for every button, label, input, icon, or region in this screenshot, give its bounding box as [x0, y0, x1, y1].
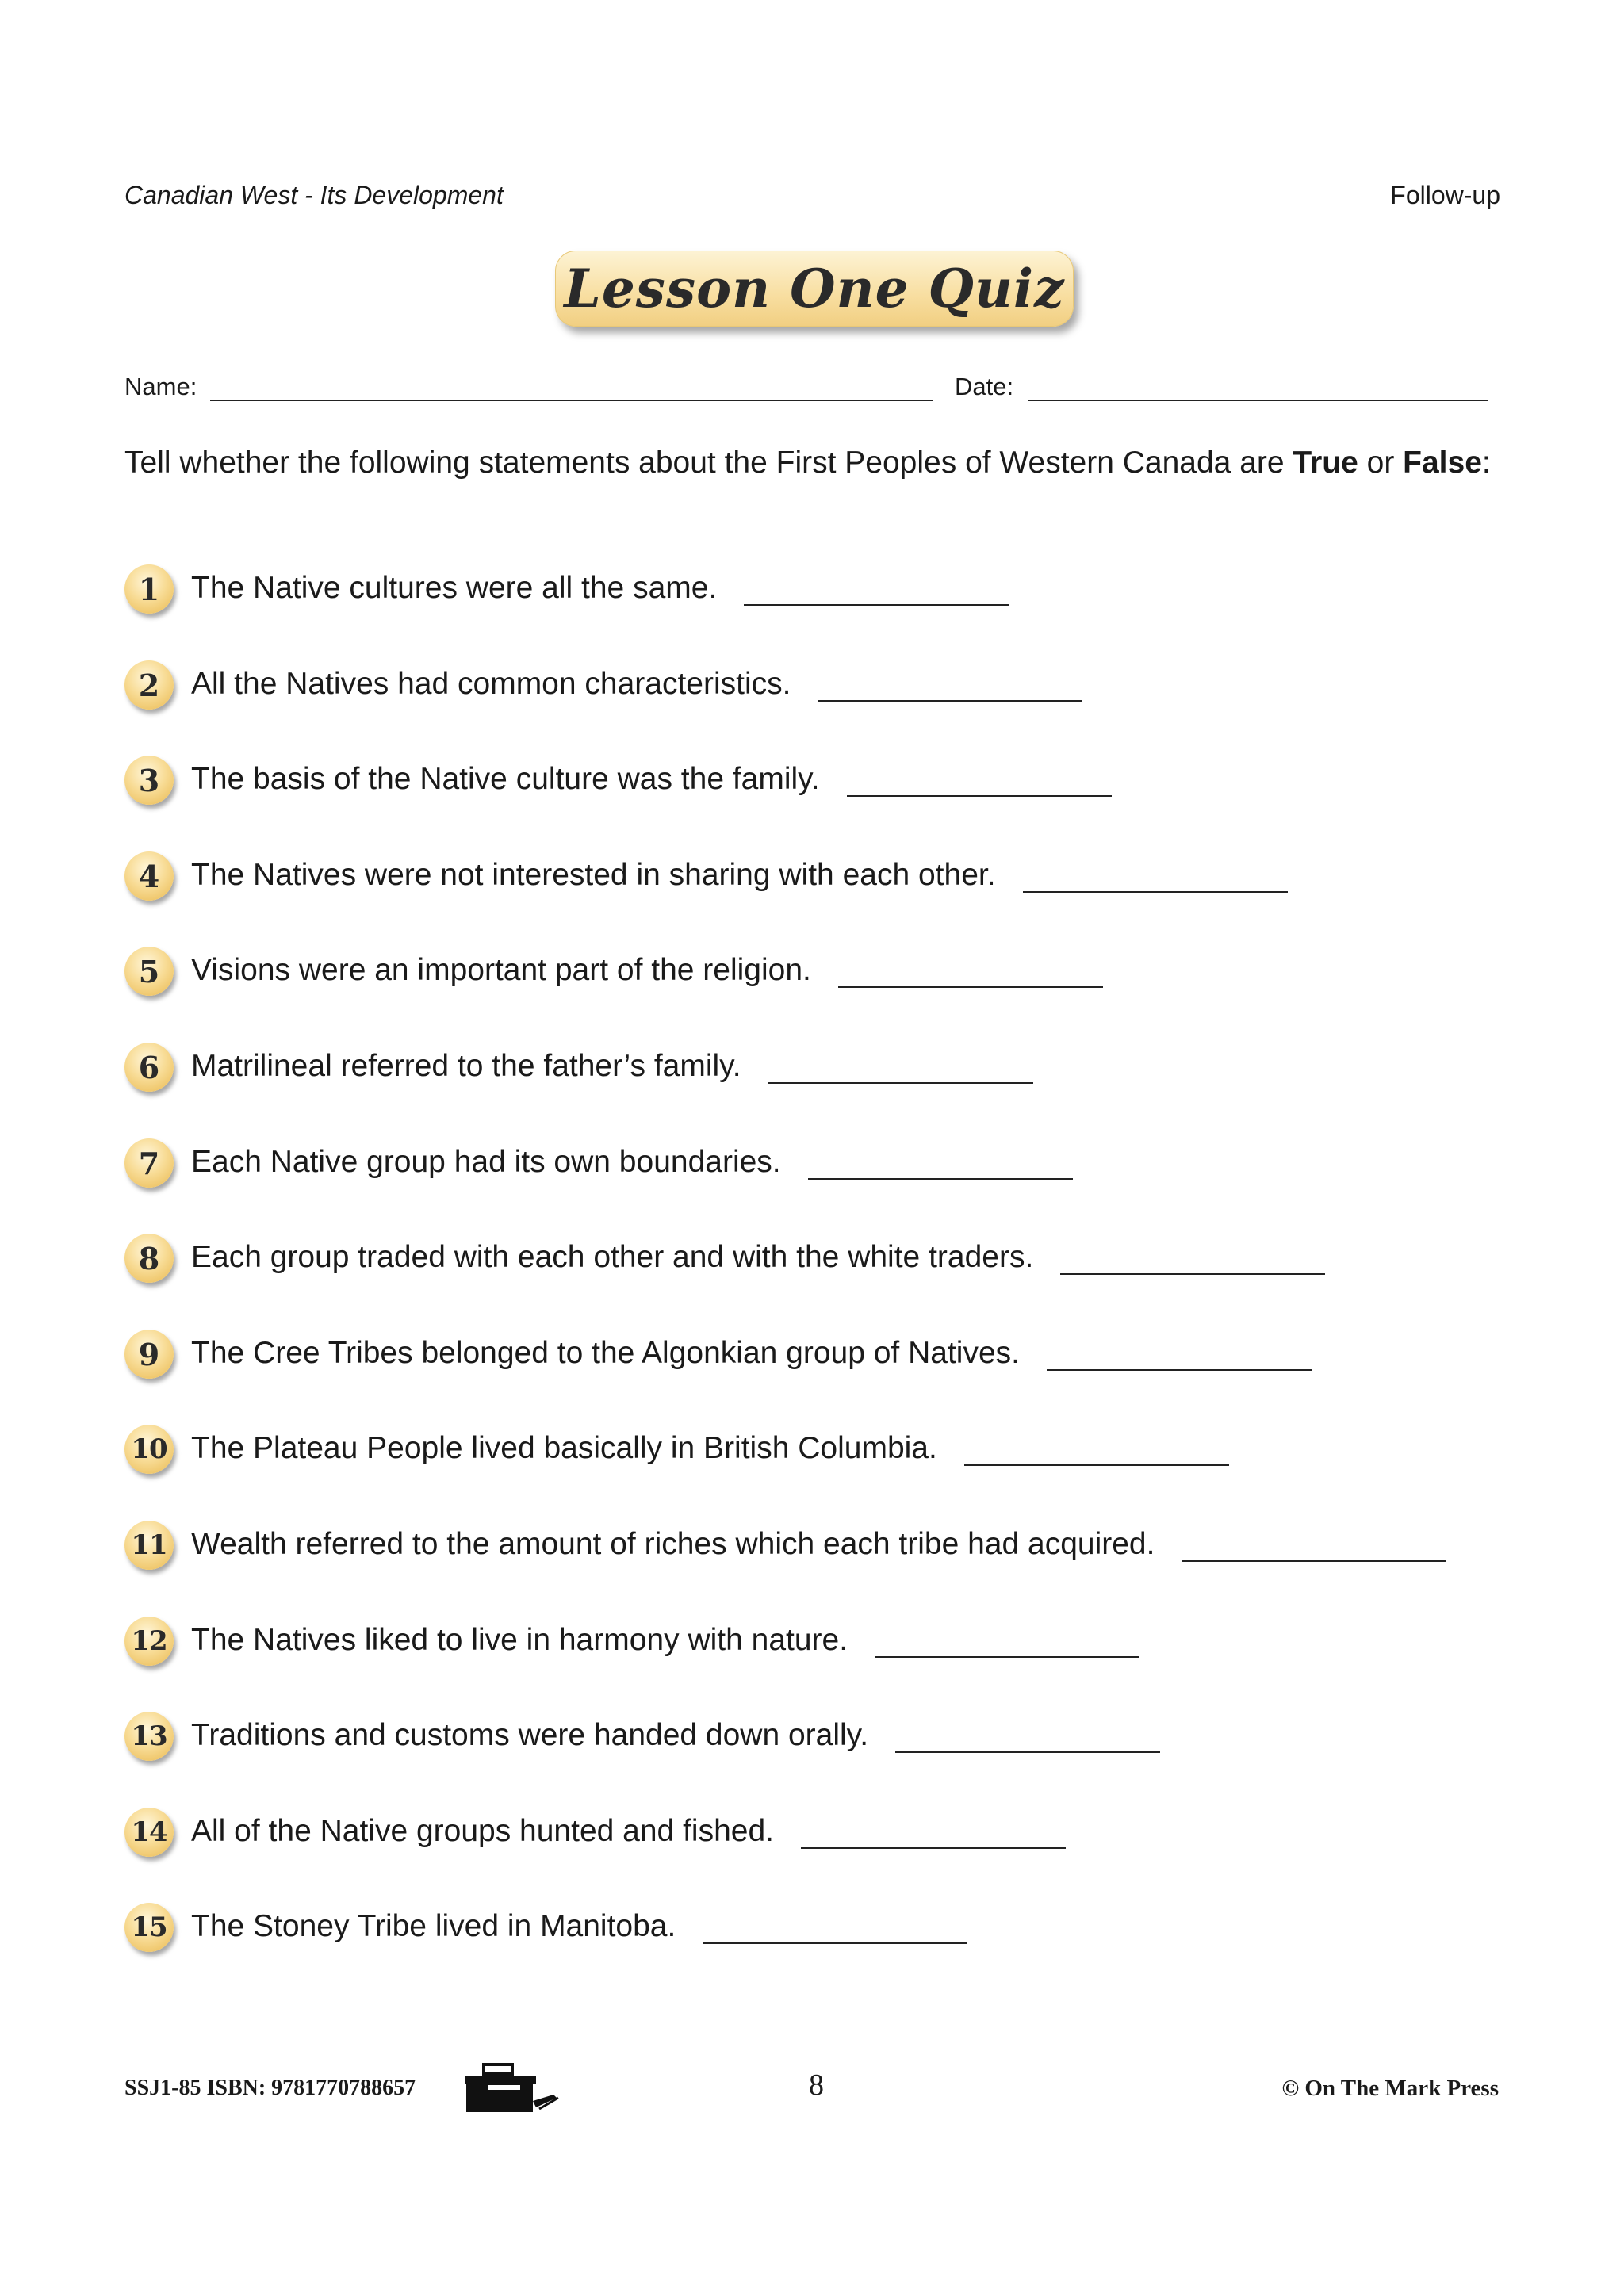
- question-text: The Native cultures were all the same.: [191, 571, 718, 605]
- question-number-badge: 3: [124, 756, 174, 805]
- question-text: All the Natives had common characteristics.: [191, 667, 791, 701]
- photocopier-icon: [463, 2060, 560, 2121]
- date-label: Date:: [955, 373, 1014, 400]
- question-item: [124, 660, 1520, 713]
- name-label: Name:: [124, 373, 197, 400]
- answer-blank[interactable]: [847, 795, 1112, 797]
- question-item: [124, 564, 1520, 617]
- question-item: [124, 1903, 1520, 1955]
- question-item: [124, 1043, 1520, 1095]
- instructions: [124, 444, 1504, 481]
- question-item: [124, 1425, 1520, 1477]
- question-item: [124, 1234, 1520, 1286]
- question-text: Matrilineal referred to the father’s family.: [191, 1049, 741, 1083]
- question-text: Wealth referred to the amount of riches which each tribe had acquired.: [191, 1527, 1155, 1561]
- instructions-true: True: [1293, 446, 1358, 480]
- instructions-text: Tell whether the following statements about the First Peoples of Western Canada are: [124, 446, 1293, 480]
- answer-blank[interactable]: [818, 700, 1082, 702]
- answer-blank[interactable]: [838, 986, 1103, 988]
- question-text: Traditions and customs were handed down orally.: [191, 1718, 869, 1752]
- question-item: [124, 851, 1520, 904]
- answer-blank[interactable]: [768, 1082, 1033, 1084]
- question-text: Each Native group had its own boundaries.: [191, 1145, 781, 1179]
- quiz-title: Lesson One Quiz: [564, 258, 1065, 320]
- footer-code-isbn: SSJ1-85 ISBN: 9781770788657: [124, 2076, 416, 2100]
- question-number-badge: 2: [124, 660, 174, 710]
- header-course-title: Canadian West - Its Development: [124, 181, 504, 209]
- answer-blank[interactable]: [875, 1656, 1139, 1658]
- question-number-badge: 12: [124, 1617, 174, 1666]
- question-number-badge: 13: [124, 1712, 174, 1761]
- question-item: [124, 1521, 1520, 1573]
- question-item: [124, 947, 1520, 999]
- answer-blank[interactable]: [964, 1464, 1229, 1466]
- answer-blank[interactable]: [1047, 1369, 1312, 1371]
- question-text: All of the Native groups hunted and fished.: [191, 1814, 774, 1848]
- question-item: [124, 1712, 1520, 1764]
- question-number-badge: 8: [124, 1234, 174, 1283]
- page-number: 8: [809, 2068, 824, 2102]
- question-item: [124, 1808, 1520, 1860]
- question-text: The Cree Tribes belonged to the Algonkian group of Natives.: [191, 1336, 1020, 1370]
- name-field[interactable]: [210, 400, 933, 401]
- answer-blank[interactable]: [895, 1751, 1160, 1753]
- question-number-badge: 14: [124, 1808, 174, 1857]
- answer-blank[interactable]: [703, 1942, 967, 1944]
- question-number-badge: 15: [124, 1903, 174, 1952]
- header-section-label: Follow-up: [1390, 181, 1500, 209]
- answer-blank[interactable]: [744, 604, 1009, 606]
- question-item: [124, 1617, 1520, 1669]
- answer-blank[interactable]: [801, 1847, 1066, 1849]
- question-number-badge: 4: [124, 851, 174, 901]
- instructions-or: or: [1358, 446, 1404, 480]
- question-number-badge: 11: [124, 1521, 174, 1570]
- question-number-badge: 6: [124, 1043, 174, 1092]
- question-text: Each group traded with each other and with the white traders.: [191, 1240, 1034, 1274]
- question-text: The Plateau People lived basically in British Columbia.: [191, 1431, 937, 1465]
- date-field[interactable]: [1028, 400, 1488, 401]
- question-number-badge: 10: [124, 1425, 174, 1474]
- answer-blank[interactable]: [1182, 1560, 1446, 1562]
- footer-copyright: © On The Mark Press: [1281, 2076, 1499, 2101]
- question-text: The Natives liked to live in harmony with nature.: [191, 1623, 848, 1657]
- question-item: [124, 1330, 1520, 1382]
- instructions-colon: :: [1481, 446, 1491, 480]
- question-number-badge: 9: [124, 1330, 174, 1379]
- question-number-badge: 7: [124, 1138, 174, 1188]
- answer-blank[interactable]: [1023, 891, 1288, 893]
- question-item: [124, 1138, 1520, 1191]
- name-date-row: [124, 369, 1500, 409]
- question-number-badge: 1: [124, 564, 174, 614]
- question-number-badge: 5: [124, 947, 174, 996]
- question-text: Visions were an important part of the religion.: [191, 953, 811, 987]
- question-text: The basis of the Native culture was the family.: [191, 762, 820, 796]
- quiz-title-banner: [555, 251, 1074, 327]
- answer-blank[interactable]: [1060, 1273, 1325, 1275]
- question-text: The Natives were not interested in sharing with each other.: [191, 858, 996, 892]
- answer-blank[interactable]: [808, 1178, 1073, 1180]
- instructions-false: False: [1403, 446, 1482, 480]
- question-text: The Stoney Tribe lived in Manitoba.: [191, 1909, 676, 1943]
- question-item: [124, 756, 1520, 808]
